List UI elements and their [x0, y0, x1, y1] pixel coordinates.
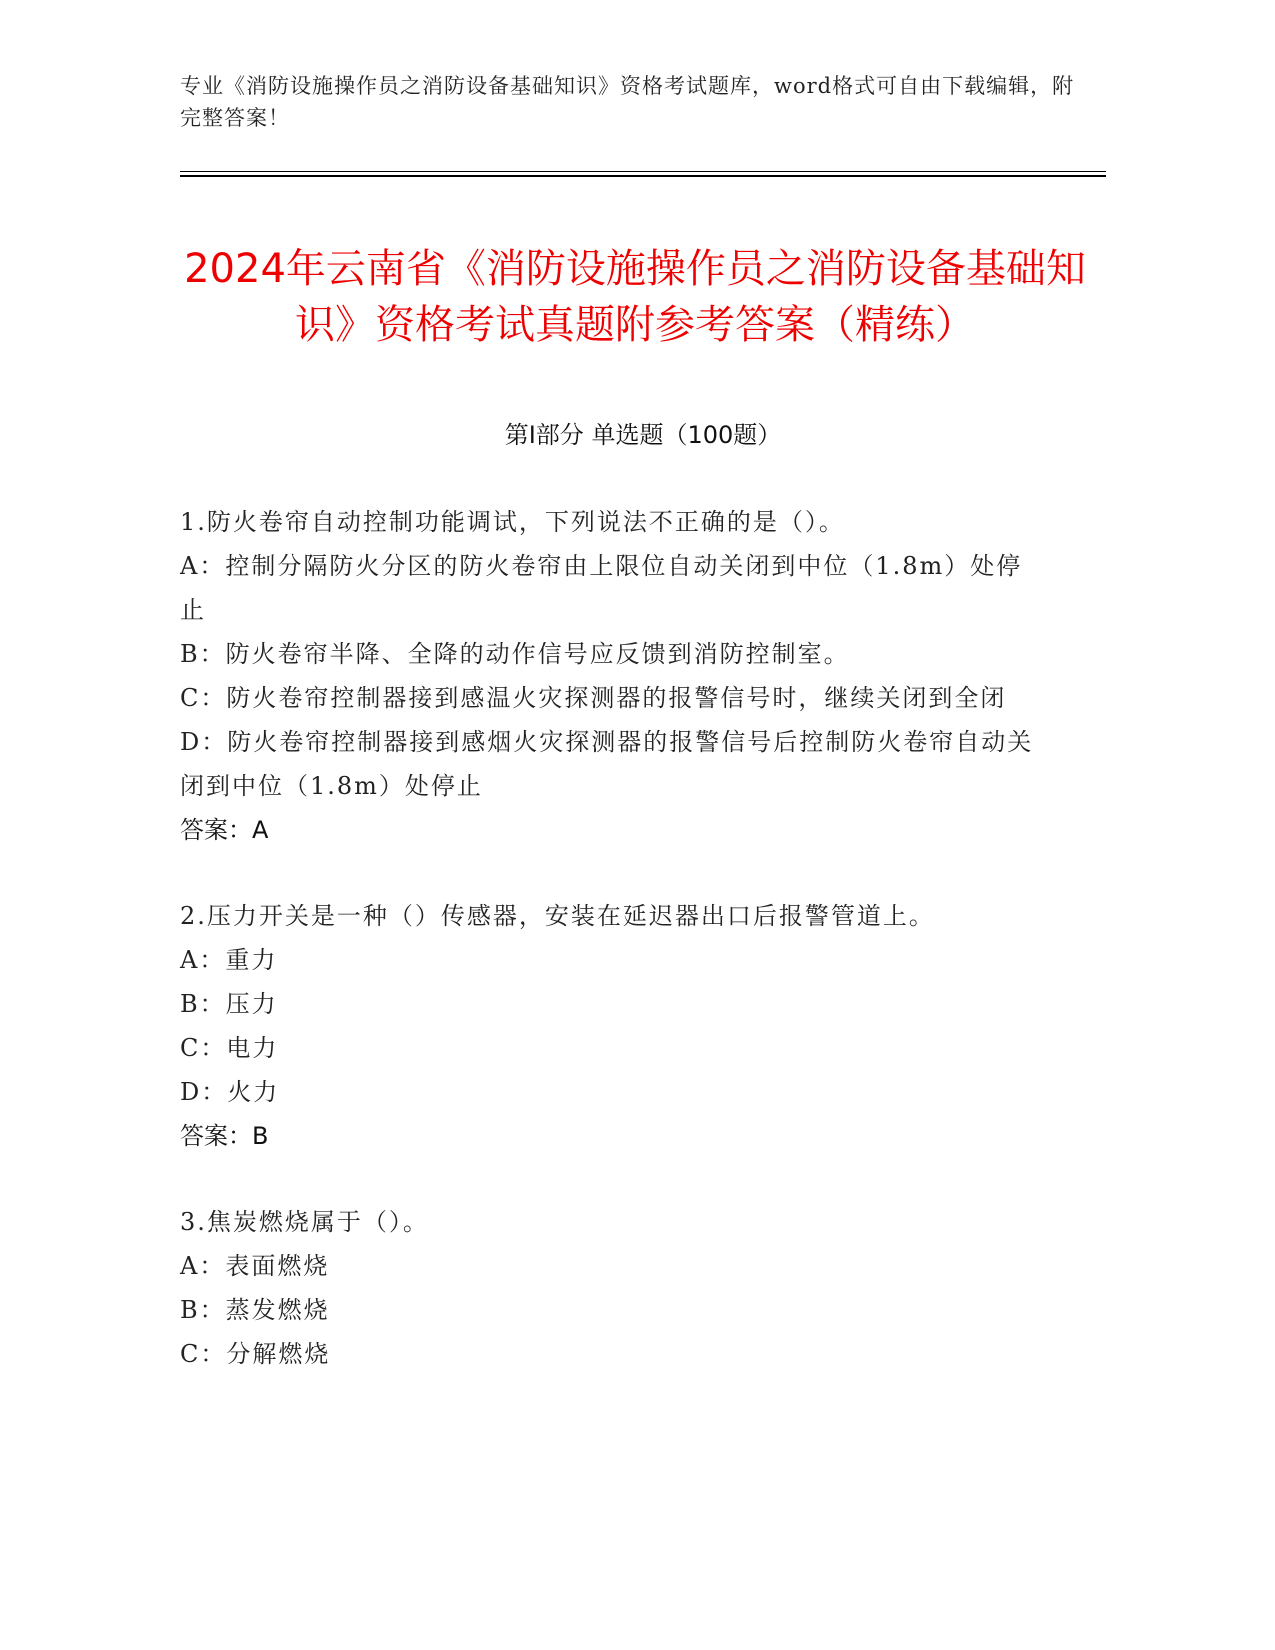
question-2 [180, 894, 1040, 1158]
option-d: D：火力 [180, 1078, 280, 1106]
option-b: B：压力 [180, 990, 278, 1018]
header-note: 专业《消防设施操作员之消防设备基础知识》资格考试题库，word格式可自由下载编辑，附完整答案！ [180, 74, 1075, 130]
option-b: B：蒸发燃烧 [180, 1296, 330, 1324]
option-c: C：防火卷帘控制器接到感温火灾探测器的报警信号时，继续关闭到全闭 [180, 684, 1007, 712]
option-c: C：分解燃烧 [180, 1340, 331, 1368]
option-b: B：防火卷帘半降、全降的动作信号应反馈到消防控制室。 [180, 640, 850, 668]
question-stem: 1.防火卷帘自动控制功能调试，下列说法不正确的是（）。 [180, 508, 845, 536]
question-1 [180, 500, 1040, 852]
option-a: A：控制分隔防火分区的防火卷帘由上限位自动关闭到中位（1.8m）处停止 [180, 552, 1023, 624]
header-divider-thick [180, 175, 1106, 177]
section-title: 第I部分 单选题（100题） [504, 421, 782, 449]
option-a: A：表面燃烧 [180, 1252, 330, 1280]
option-c: C：电力 [180, 1034, 279, 1062]
question-list [180, 500, 1040, 1418]
header-divider-thin [180, 171, 1106, 172]
document-title: 2024年云南省《消防设施操作员之消防设备基础知识》资格考试真题附参考答案（精练） [184, 245, 1086, 348]
question-stem: 3.焦炭燃烧属于（）。 [180, 1208, 429, 1236]
answer: 答案：A [180, 816, 269, 844]
option-d: D：防火卷帘控制器接到感烟火灾探测器的报警信号后控制防火卷帘自动关闭到中位（1.8m）处停止 [180, 728, 1034, 800]
question-stem: 2.压力开关是一种（）传感器，安装在延迟器出口后报警管道上。 [180, 902, 935, 930]
answer: 答案：B [180, 1122, 269, 1150]
question-3 [180, 1200, 1040, 1376]
option-a: A：重力 [180, 946, 278, 974]
